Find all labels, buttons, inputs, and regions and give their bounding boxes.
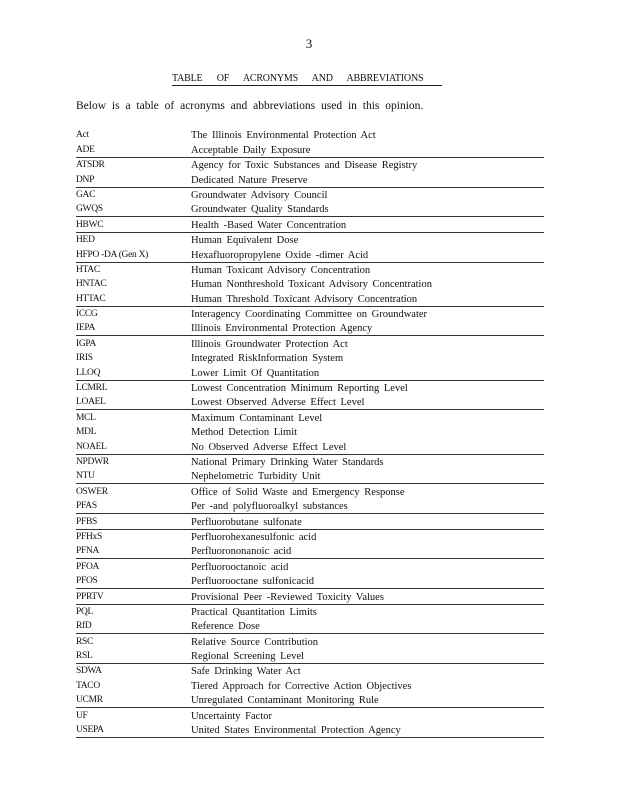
table-row [76, 202, 544, 217]
definition-cell: Perfluorobutane sulfonate [191, 514, 544, 529]
definition-cell: Lower Limit Of Quantitation [191, 365, 544, 380]
table-row [76, 232, 544, 247]
table-row [76, 247, 544, 262]
table-row [76, 306, 544, 321]
acronym-cell: TACO [76, 680, 100, 691]
definition-cell: Illinois Groundwater Protection Act [191, 338, 348, 350]
definition-cell: Perfluorononanoic acid [191, 544, 544, 559]
acronym-cell: ICCG [76, 309, 98, 320]
definition-cell: Groundwater Advisory Council [191, 189, 328, 201]
acronym-cell: NOAEL [76, 439, 191, 454]
table-row [76, 262, 544, 277]
acronym-cell: PFBS [76, 514, 191, 529]
acronym-cell: HFPO -DA (Gen X) [76, 247, 191, 262]
acronym-cell: UF [76, 710, 88, 721]
table-row [76, 499, 544, 514]
definition-cell: Lowest Concentration Minimum Reporting Level [191, 383, 408, 395]
table-row [76, 410, 544, 425]
table-row [76, 380, 544, 395]
definition-cell: Agency for Toxic Substances and Disease Registry [191, 160, 418, 172]
definition-cell: Safe Drinking Water Act [191, 666, 301, 678]
table-row [76, 604, 544, 619]
table-row [76, 128, 544, 142]
acronym-cell: ATSDR [76, 160, 105, 171]
definition-cell: Reference Dose [191, 619, 544, 634]
table-row [76, 336, 544, 351]
table-row [76, 425, 544, 439]
definition-cell: Hexafluoropropylene Oxide -dimer Acid [191, 247, 544, 262]
table-row [76, 708, 544, 723]
acronym-cell: LLOQ [76, 365, 191, 380]
acronym-cell: GWQS [76, 202, 191, 217]
definition-cell: Practical Quantitation Limits [191, 606, 317, 618]
definition-cell: Regional Screening Level [191, 649, 544, 664]
definition-cell: Human Threshold Toxicant Advisory Concentration [191, 291, 544, 306]
acronym-cell: PFHxS [76, 531, 102, 542]
table-row [76, 619, 544, 634]
table-row [76, 484, 544, 499]
table-row [76, 664, 544, 679]
definition-cell: Provisional Peer -Reviewed Toxicity Values [191, 589, 544, 604]
definition-cell: Perfluorooctane sulfonicacid [191, 574, 544, 589]
table-row [76, 559, 544, 574]
table-row [76, 693, 544, 708]
table-row [76, 395, 544, 410]
acronym-cell: PFNA [76, 544, 191, 559]
definition-cell: Method Detection Limit [191, 427, 298, 439]
definition-cell: Illinois Environmental Protection Agency [191, 321, 544, 336]
acronym-cell: HED [76, 235, 95, 246]
definition-cell: Office of Solid Waste and Emergency Response [191, 486, 405, 498]
acronym-cell: DNP [76, 172, 191, 187]
acronym-table [76, 128, 544, 738]
table-row [76, 277, 544, 291]
acronym-cell: GAC [76, 189, 96, 200]
definition-cell: United States Environmental Protection Agency [191, 723, 544, 738]
table-row [76, 187, 544, 202]
definition-cell: Per -and polyfluoroalkyl substances [191, 499, 544, 514]
definition-cell: Human Nonthreshold Toxicant Advisory Concentration [191, 279, 432, 291]
acronym-cell: PQL [76, 606, 94, 617]
table-row [76, 589, 544, 604]
acronym-cell: MDL [76, 427, 97, 438]
table-row [76, 142, 544, 157]
acronym-cell: LCMRL [76, 383, 108, 394]
acronym-cell: HTTAC [76, 291, 191, 306]
table-row [76, 291, 544, 306]
table-row [76, 351, 544, 365]
acronym-cell: HTAC [76, 264, 100, 275]
definition-cell: The Illinois Environmental Protection Act [191, 130, 376, 142]
table-title: TABLE OF ACRONYMS AND ABBREVIATIONS [172, 73, 442, 86]
definition-cell: No Observed Adverse Effect Level [191, 439, 544, 454]
table-row [76, 172, 544, 187]
definition-cell: Uncertainty Factor [191, 710, 273, 722]
acronym-cell: MCL [76, 412, 96, 423]
acronym-cell: RfD [76, 619, 191, 634]
definition-cell: Maximum Contaminant Level [191, 412, 323, 424]
acronym-cell: RSL [76, 649, 191, 664]
acronym-cell: NTU [76, 469, 191, 484]
table-row [76, 678, 544, 692]
definition-cell: Dedicated Nature Preserve [191, 172, 544, 187]
table-row [76, 454, 544, 469]
acronym-cell: UCMR [76, 693, 191, 708]
page-number: 3 [305, 36, 313, 51]
definition-cell: Perfluorooctanoic acid [191, 561, 289, 573]
definition-cell: Relative Source Contribution [191, 636, 319, 648]
table-row [76, 544, 544, 559]
table-row [76, 365, 544, 380]
acronym-cell: IEPA [76, 321, 191, 336]
definition-cell: Unregulated Contaminant Monitoring Rule [191, 693, 544, 708]
definition-cell: Health -Based Water Concentration [191, 217, 544, 232]
table-row [76, 321, 544, 336]
acronym-cell: HBWC [76, 217, 191, 232]
definition-cell: National Primary Drinking Water Standards [191, 456, 384, 468]
table-row [76, 649, 544, 664]
table-row [76, 439, 544, 454]
definition-cell: Interagency Coordinating Committee on Groundwater [191, 309, 428, 321]
acronym-cell: PFAS [76, 499, 191, 514]
table-row [76, 574, 544, 589]
table-row [76, 634, 544, 649]
table-row [76, 469, 544, 484]
definition-cell: Tiered Approach for Corrective Action Objectives [191, 680, 412, 692]
acronym-cell: PFOS [76, 574, 191, 589]
acronym-cell: PFOA [76, 561, 100, 572]
acronym-cell: PPRTV [76, 589, 191, 604]
definition-cell: Nephelometric Turbidity Unit [191, 469, 544, 484]
definition-cell: Integrated RiskInformation System [191, 353, 344, 365]
definition-cell: Groundwater Quality Standards [191, 202, 544, 217]
table-row [76, 723, 544, 738]
intro-text: Below is a table of acronyms and abbreviations used in this opinion. [76, 100, 424, 112]
acronym-cell: ADE [76, 142, 191, 157]
acronym-cell: HNTAC [76, 279, 107, 290]
table-row [76, 529, 544, 544]
acronym-cell: LOAEL [76, 395, 191, 410]
acronym-cell: OSWER [76, 486, 108, 497]
table-row [76, 514, 544, 529]
acronym-cell: NPDWR [76, 456, 109, 467]
definition-cell: Lowest Observed Adverse Effect Level [191, 395, 544, 410]
definition-cell: Human Toxicant Advisory Concentration [191, 264, 371, 276]
acronym-cell: SDWA [76, 666, 102, 677]
acronym-cell: USEPA [76, 723, 191, 738]
acronym-cell: Act [76, 130, 89, 141]
acronym-cell: RSC [76, 636, 94, 647]
acronym-cell: IGPA [76, 338, 97, 349]
definition-cell: Perfluorohexanesulfonic acid [191, 531, 317, 543]
acronym-cell: IRIS [76, 353, 93, 364]
definition-cell: Acceptable Daily Exposure [191, 142, 544, 157]
table-row [76, 217, 544, 232]
definition-cell: Human Equivalent Dose [191, 235, 299, 247]
table-row [76, 157, 544, 172]
